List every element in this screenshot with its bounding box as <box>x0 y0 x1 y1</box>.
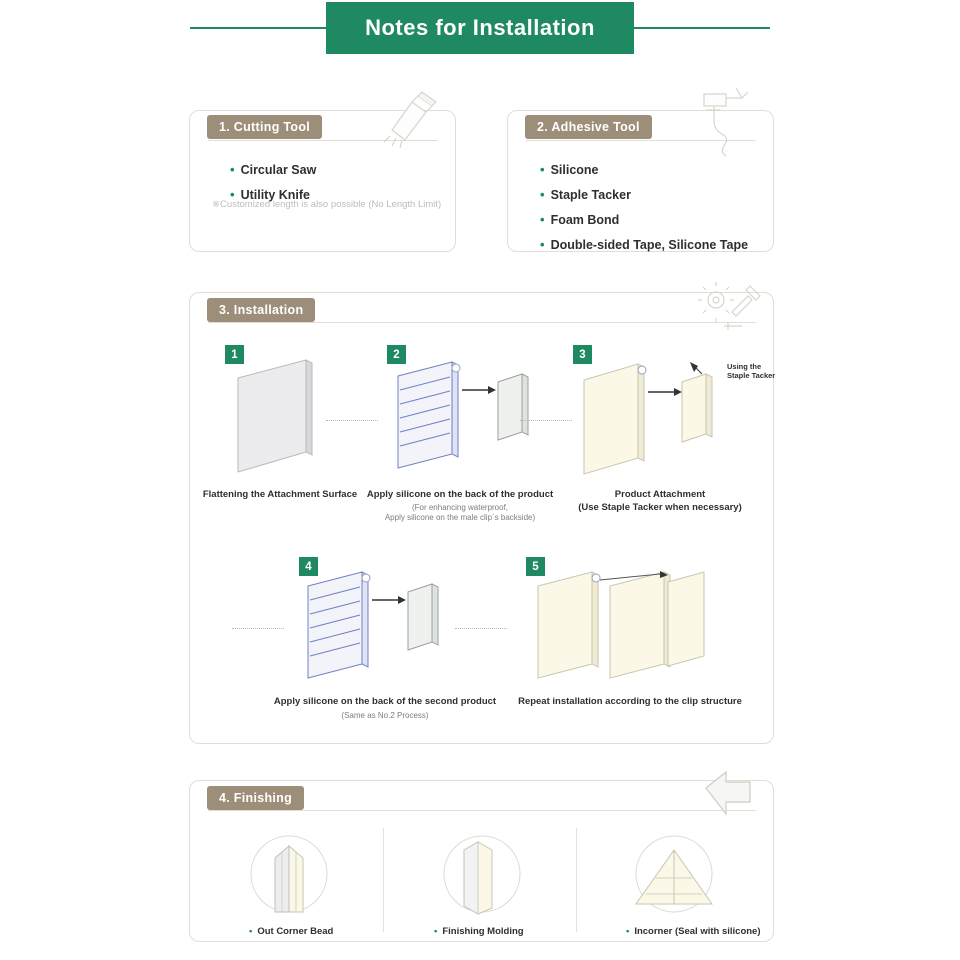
list-item: • Foam Bond <box>540 212 748 227</box>
step-2-subcaption-1: (For enhancing waterproof, <box>411 503 509 512</box>
step-5-diagram-repeat-installation <box>528 560 728 690</box>
incorner-diagram <box>626 828 722 920</box>
flow-dots-4 <box>455 628 507 630</box>
finishing-caption-incorner: • Incorner (Seal with silicone) <box>626 926 761 937</box>
gear-tools-icon <box>694 282 764 332</box>
step-number-4: 4 <box>299 557 318 576</box>
caulking-gun-icon <box>696 86 766 156</box>
step-2-caption: Apply silicone on the back of the product <box>366 489 554 500</box>
step-2-subcaption-2: Apply silicone on the male clip`s backside) <box>384 513 536 522</box>
list-item: • Utility Knife <box>230 187 316 202</box>
circular-saw-blade-icon <box>378 90 448 150</box>
step-3-caption: Product Attachment <box>614 489 706 500</box>
step-3-tool-label: Using the Staple Tacker <box>727 362 776 381</box>
step-3-caption-2: (Use Staple Tacker when necessary) <box>578 502 742 513</box>
step-5-caption: Repeat installation according to the clip structure <box>518 696 742 707</box>
section-tab-label: 1. Cutting Tool <box>219 120 311 134</box>
tab-rule-3 <box>208 322 756 323</box>
step-number-1: 1 <box>225 345 244 364</box>
section-tab-installation <box>207 298 315 322</box>
page-title <box>326 2 634 54</box>
finishing-separator-2 <box>576 828 577 932</box>
section-tab-adhesive-tool <box>525 115 652 139</box>
flow-dots-2 <box>520 420 572 422</box>
finishing-caption-finishing-molding: • Finishing Molding <box>434 926 524 937</box>
list-item: • Double-sided Tape, Silicone Tape <box>540 237 748 252</box>
section-tab-label: 2. Adhesive Tool <box>537 120 640 134</box>
section-tab-finishing <box>207 786 304 810</box>
step-1-caption: Flattening the Attachment Surface <box>202 489 358 500</box>
step-4-diagram-second-product <box>300 560 440 690</box>
flow-dots-3 <box>232 628 284 630</box>
step-4-caption: Apply silicone on the back of the second product <box>273 696 497 707</box>
step-number-5: 5 <box>526 557 545 576</box>
section-tab-label: 4. Finishing <box>219 791 293 805</box>
out-corner-bead-diagram <box>241 828 337 920</box>
adhesive-tool-list <box>540 162 748 262</box>
step-number-2: 2 <box>387 345 406 364</box>
page-title-text: Notes for Installation <box>365 15 595 40</box>
cutting-tool-note: ※Customized length is also possible (No Length Limit) <box>212 199 442 210</box>
pointing-hand-icon <box>700 768 762 820</box>
flow-dots-1 <box>326 420 378 422</box>
step-number-3: 3 <box>573 345 592 364</box>
list-item: • Circular Saw <box>230 162 316 177</box>
list-item: • Silicone <box>540 162 748 177</box>
tab-rule-4 <box>208 810 756 811</box>
step-1-diagram-flat-surface <box>228 350 338 480</box>
step-2-diagram-apply-silicone <box>390 350 530 480</box>
section-tab-cutting-tool <box>207 115 322 139</box>
finishing-caption-out-corner-bead: • Out Corner Bead <box>249 926 333 937</box>
section-tab-label: 3. Installation <box>219 303 304 317</box>
list-item: • Staple Tacker <box>540 187 748 202</box>
page-header <box>0 0 960 62</box>
step-3-diagram-product-attachment <box>576 348 726 488</box>
finishing-separator-1 <box>383 828 384 932</box>
step-4-subcaption: (Same as No.2 Process) <box>341 711 429 720</box>
finishing-molding-diagram <box>434 828 530 920</box>
